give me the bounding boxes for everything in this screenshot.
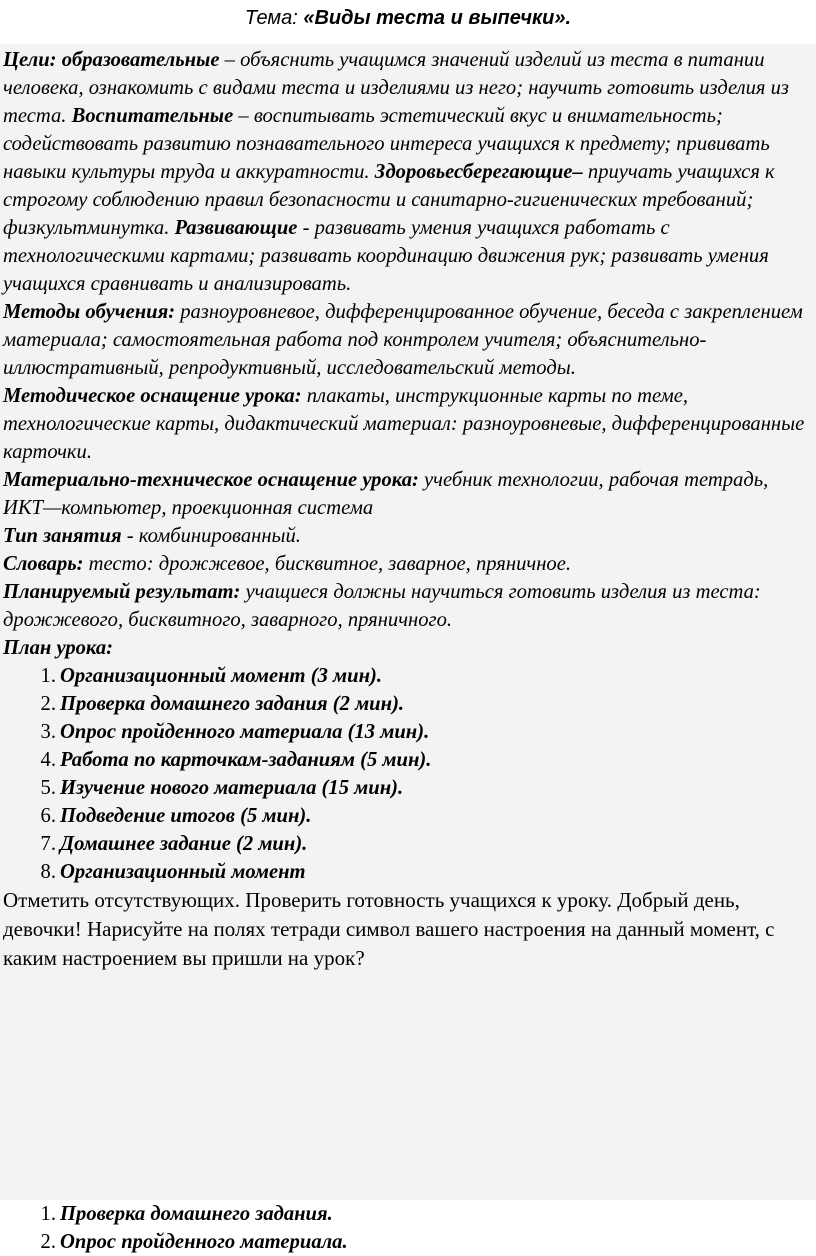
material-equipment-text: учебник технологии, рабочая тетрадь, ИКТ—компьютер, проекционная система bbox=[3, 469, 769, 519]
list-item bbox=[3, 1228, 813, 1256]
material-equipment-label: Материально-техническое оснащение урока: bbox=[3, 469, 419, 491]
vocabulary-text: тесто: дрожжевое, бисквитное, заварное, пряничное. bbox=[83, 553, 572, 575]
lesson-plan-body bbox=[3, 46, 813, 973]
list-item bbox=[3, 1200, 813, 1228]
list-item-number: 2. bbox=[40, 693, 56, 715]
goals-edu-label: образовательные bbox=[61, 49, 220, 71]
list-item-number: 5. bbox=[40, 777, 56, 799]
goals-dev-label: Развивающие bbox=[174, 217, 298, 239]
methods-paragraph bbox=[3, 298, 813, 382]
next-sections-list bbox=[3, 1200, 813, 1256]
list-item-number: 4. bbox=[40, 749, 56, 771]
goals-edu-text: – объяснить учащимся значений изделий из теста в питании человека, ознакомить с видами теста и изделиями из него; научить готовить изделия из теста. bbox=[3, 49, 789, 127]
title-prefix: Тема: bbox=[244, 7, 304, 29]
list-item bbox=[3, 774, 813, 802]
list-item-text: Опрос пройденного материала (13 мин). bbox=[60, 721, 430, 743]
vocabulary-label: Словарь: bbox=[3, 553, 84, 575]
method-equipment-text: плакаты, инструкционные карты по теме, технологические карты, дидактический материал: разноуровневые, дифференцированные карточки. bbox=[3, 385, 805, 463]
goals-upbr-text: – воспитывать эстетический вкус и внимательность; содействовать развитию познавательного интереса учащихся к предмету; прививать навыки культуры труда и аккуратности. bbox=[3, 105, 770, 183]
method-equipment-label: Методическое оснащение урока: bbox=[3, 385, 302, 407]
title-main: «Виды теста и выпечки». bbox=[303, 7, 572, 29]
goals-paragraph bbox=[3, 46, 813, 298]
lesson-type-label: Тип занятия bbox=[3, 525, 122, 547]
planned-result-text: учащиеся должны научиться готовить изделия из теста: дрожжевого, бисквитного, заварного, пряничного. bbox=[3, 581, 761, 631]
methods-text: разноуровневое, дифференцированное обучение, беседа с закреплением материала; самостоятельная работа под контролем учителя; объяснительно-иллюстративный, репродуктивный, исследовательский методы. bbox=[3, 301, 803, 379]
method-equipment-paragraph bbox=[3, 382, 813, 466]
list-item-text: Изучение нового материала (15 мин). bbox=[60, 777, 404, 799]
list-item bbox=[3, 690, 813, 718]
list-item-text: Проверка домашнего задания. bbox=[60, 1203, 333, 1225]
list-item-text: Подведение итогов (5 мин). bbox=[60, 805, 312, 827]
planned-result-paragraph bbox=[3, 578, 813, 634]
plan-heading: План урока: bbox=[3, 637, 114, 659]
list-item-number: 1. bbox=[40, 1203, 56, 1225]
list-item-text: Проверка домашнего задания (2 мин). bbox=[60, 693, 405, 715]
goals-health-text: приучать учащихся к строгому соблюдению правил безопасности и санитарно-гигиенических требований; физкультминутка. bbox=[3, 161, 775, 239]
list-item-text: Работа по карточкам-заданиям (5 мин). bbox=[60, 749, 432, 771]
intro-text: Отметить отсутствующих. Проверить готовность учащихся к уроку. Добрый день, девочки! Нарисуйте на полях тетради символ вашего настроения на данный момент, с каким настроением вы пришли на урок? bbox=[3, 888, 775, 970]
list-item-number: 6. bbox=[40, 805, 56, 827]
vocabulary-paragraph bbox=[3, 550, 813, 578]
list-item-number: 1. bbox=[40, 665, 56, 687]
list-item-number: 8. bbox=[40, 861, 56, 883]
list-item-text: Организационный момент bbox=[60, 861, 306, 883]
list-item bbox=[3, 858, 813, 886]
goals-label: Цели: bbox=[3, 49, 57, 71]
list-item-number: 3. bbox=[40, 721, 56, 743]
list-item bbox=[3, 718, 813, 746]
planned-result-label: Планируемый результат: bbox=[3, 581, 241, 603]
list-item-text: Организационный момент (3 мин). bbox=[60, 665, 383, 687]
methods-label: Методы обучения: bbox=[3, 301, 176, 323]
goals-dev-text: - развивать умения учащихся работать с технологическими картами; развивать координацию движения рук; развивать умения учащихся сравнивать и анализировать. bbox=[3, 217, 769, 295]
material-equipment-paragraph bbox=[3, 466, 813, 522]
list-item-number: 7. bbox=[40, 833, 56, 855]
next-sections bbox=[3, 1200, 813, 1256]
list-item bbox=[3, 830, 813, 858]
list-item bbox=[3, 746, 813, 774]
lesson-type-paragraph bbox=[3, 522, 813, 550]
list-item-number: 2. bbox=[40, 1231, 56, 1253]
list-item-text: Опрос пройденного материала. bbox=[60, 1231, 348, 1253]
list-item bbox=[3, 802, 813, 830]
goals-health-label: Здоровьесберегающие– bbox=[374, 161, 583, 183]
list-item bbox=[3, 662, 813, 690]
page-title bbox=[0, 5, 816, 31]
lesson-type-text: - комбинированный. bbox=[121, 525, 301, 547]
list-item-text: Домашнее задание (2 мин). bbox=[60, 833, 308, 855]
plan-list bbox=[3, 662, 813, 886]
goals-upbr-label: Воспитательные bbox=[71, 105, 234, 127]
